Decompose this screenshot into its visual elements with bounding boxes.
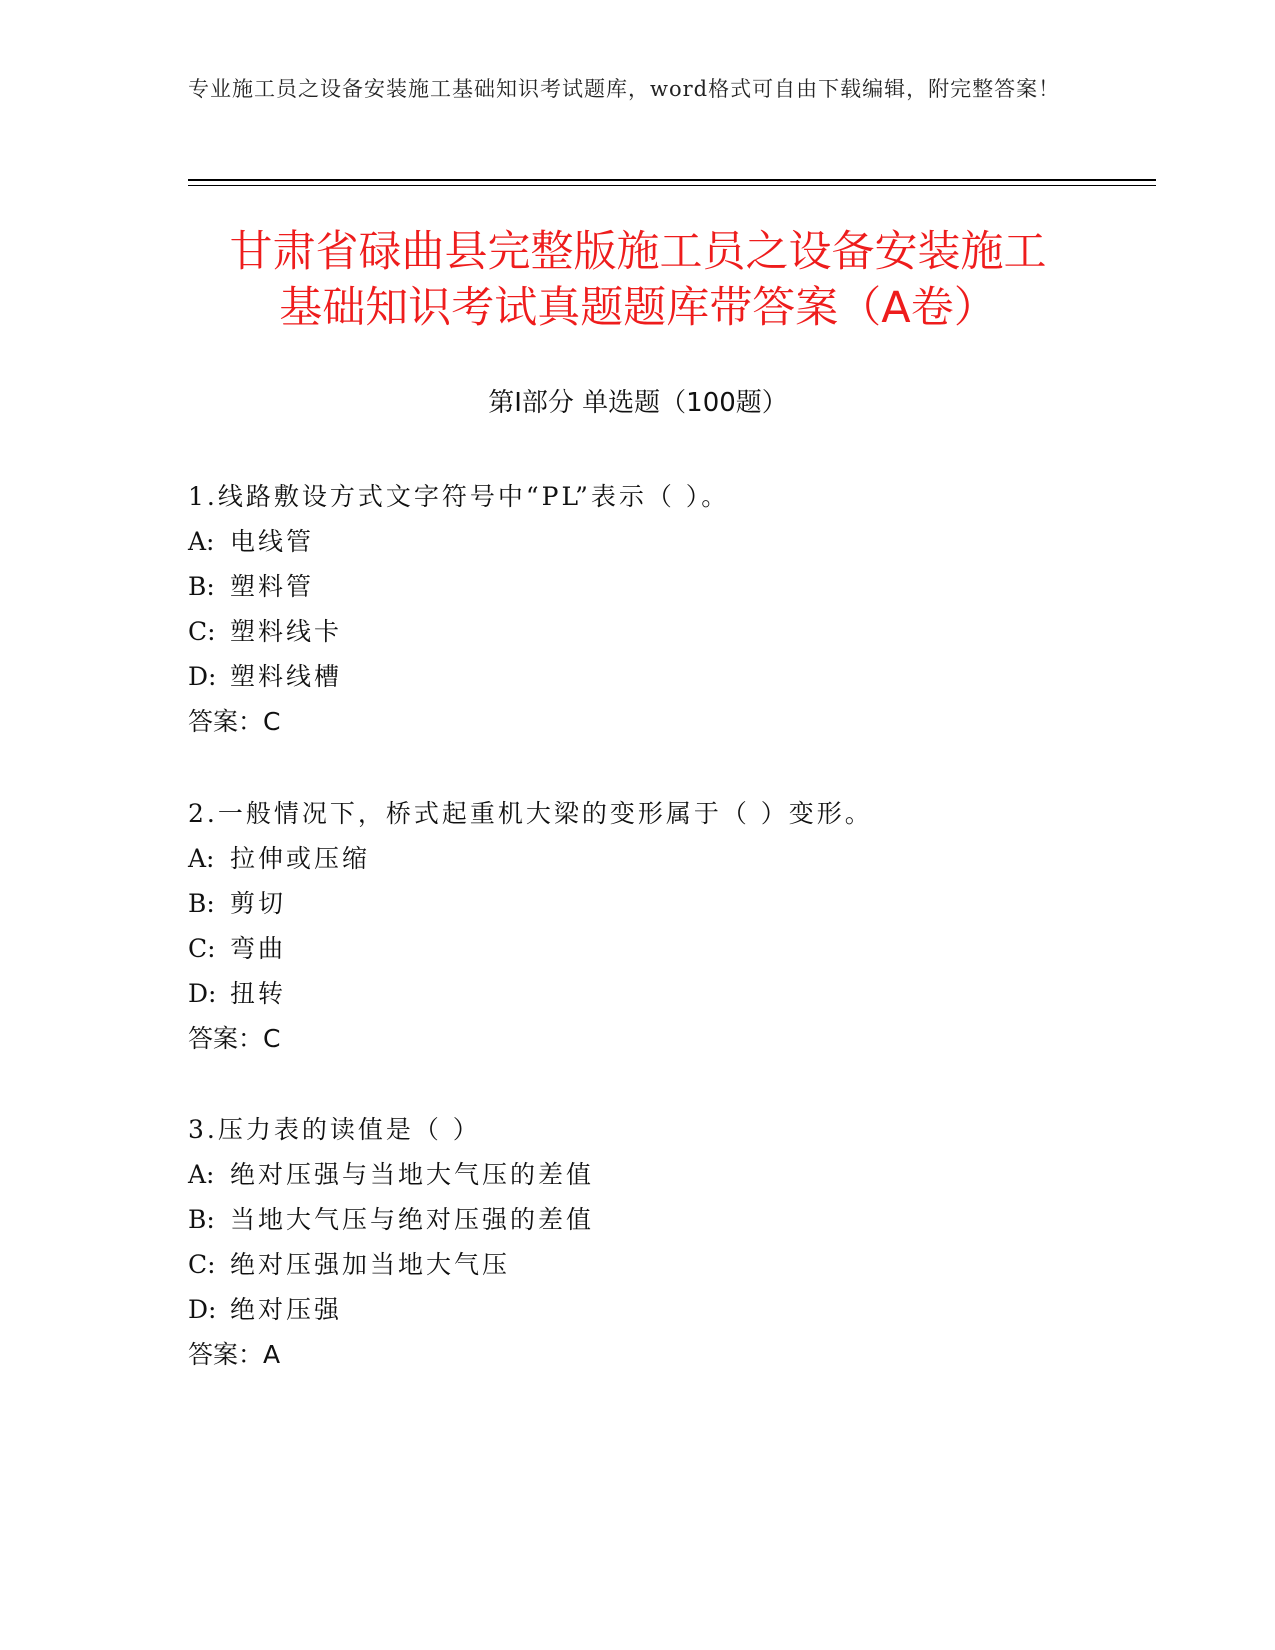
question-1 bbox=[188, 474, 1088, 744]
option-b bbox=[188, 1197, 1088, 1242]
option-letter: B: bbox=[188, 889, 215, 918]
header-divider-thin bbox=[188, 185, 1156, 186]
option-letter: A: bbox=[188, 844, 215, 873]
question-2 bbox=[188, 791, 1088, 1061]
option-letter: A: bbox=[188, 527, 215, 556]
option-letter: C: bbox=[188, 934, 216, 963]
document-title-line-1: 甘肃省碌曲县完整版施工员之设备安装施工 bbox=[229, 227, 1047, 277]
question-3 bbox=[188, 1107, 1088, 1377]
option-d bbox=[188, 1287, 1088, 1332]
option-letter: C: bbox=[188, 1250, 216, 1279]
option-a bbox=[188, 519, 1088, 564]
option-c bbox=[188, 1242, 1088, 1287]
document-title bbox=[188, 224, 1088, 336]
option-b bbox=[188, 564, 1088, 609]
option-d bbox=[188, 971, 1088, 1016]
document-title-line-2: 基础知识考试真题题库带答案（A卷） bbox=[279, 283, 997, 333]
option-text: 绝对压强加当地大气压 bbox=[230, 1250, 511, 1279]
section-heading: 第Ⅰ部分 单选题（100题） bbox=[488, 388, 788, 418]
option-text: 塑料管 bbox=[230, 572, 315, 601]
option-text: 剪切 bbox=[230, 889, 287, 918]
option-letter: C: bbox=[188, 617, 216, 646]
option-letter: A: bbox=[188, 1160, 215, 1189]
option-letter: D: bbox=[188, 1295, 217, 1324]
option-letter: D: bbox=[188, 979, 217, 1008]
answer-text: 答案：A bbox=[188, 1340, 281, 1369]
option-text: 拉伸或压缩 bbox=[230, 844, 371, 873]
option-text: 塑料线槽 bbox=[230, 662, 343, 691]
option-letter: B: bbox=[188, 572, 215, 601]
option-c bbox=[188, 926, 1088, 971]
option-d bbox=[188, 654, 1088, 699]
header-divider-thick bbox=[188, 179, 1156, 181]
option-a bbox=[188, 836, 1088, 881]
answer-text: 答案：C bbox=[188, 707, 281, 736]
option-text: 绝对压强与当地大气压的差值 bbox=[230, 1160, 595, 1189]
question-stem: 1.线路敷设方式文字符号中“PL”表示（ ）。 bbox=[188, 482, 730, 511]
option-text: 扭转 bbox=[230, 979, 287, 1008]
answer-text: 答案：C bbox=[188, 1024, 281, 1053]
option-text: 电线管 bbox=[230, 527, 315, 556]
option-text: 弯曲 bbox=[230, 934, 287, 963]
question-stem: 2.一般情况下，桥式起重机大梁的变形属于（ ）变形。 bbox=[188, 799, 873, 828]
option-letter: D: bbox=[188, 662, 217, 691]
option-text: 绝对压强 bbox=[230, 1295, 343, 1324]
option-letter: B: bbox=[188, 1205, 215, 1234]
option-b bbox=[188, 881, 1088, 926]
question-stem: 3.压力表的读值是（ ） bbox=[188, 1115, 481, 1144]
option-text: 当地大气压与绝对压强的差值 bbox=[230, 1205, 595, 1234]
option-c bbox=[188, 609, 1088, 654]
option-a bbox=[188, 1152, 1088, 1197]
document-intro: 专业施工员之设备安装施工基础知识考试题库，word格式可自由下载编辑，附完整答案！ bbox=[188, 77, 1061, 101]
option-text: 塑料线卡 bbox=[230, 617, 343, 646]
